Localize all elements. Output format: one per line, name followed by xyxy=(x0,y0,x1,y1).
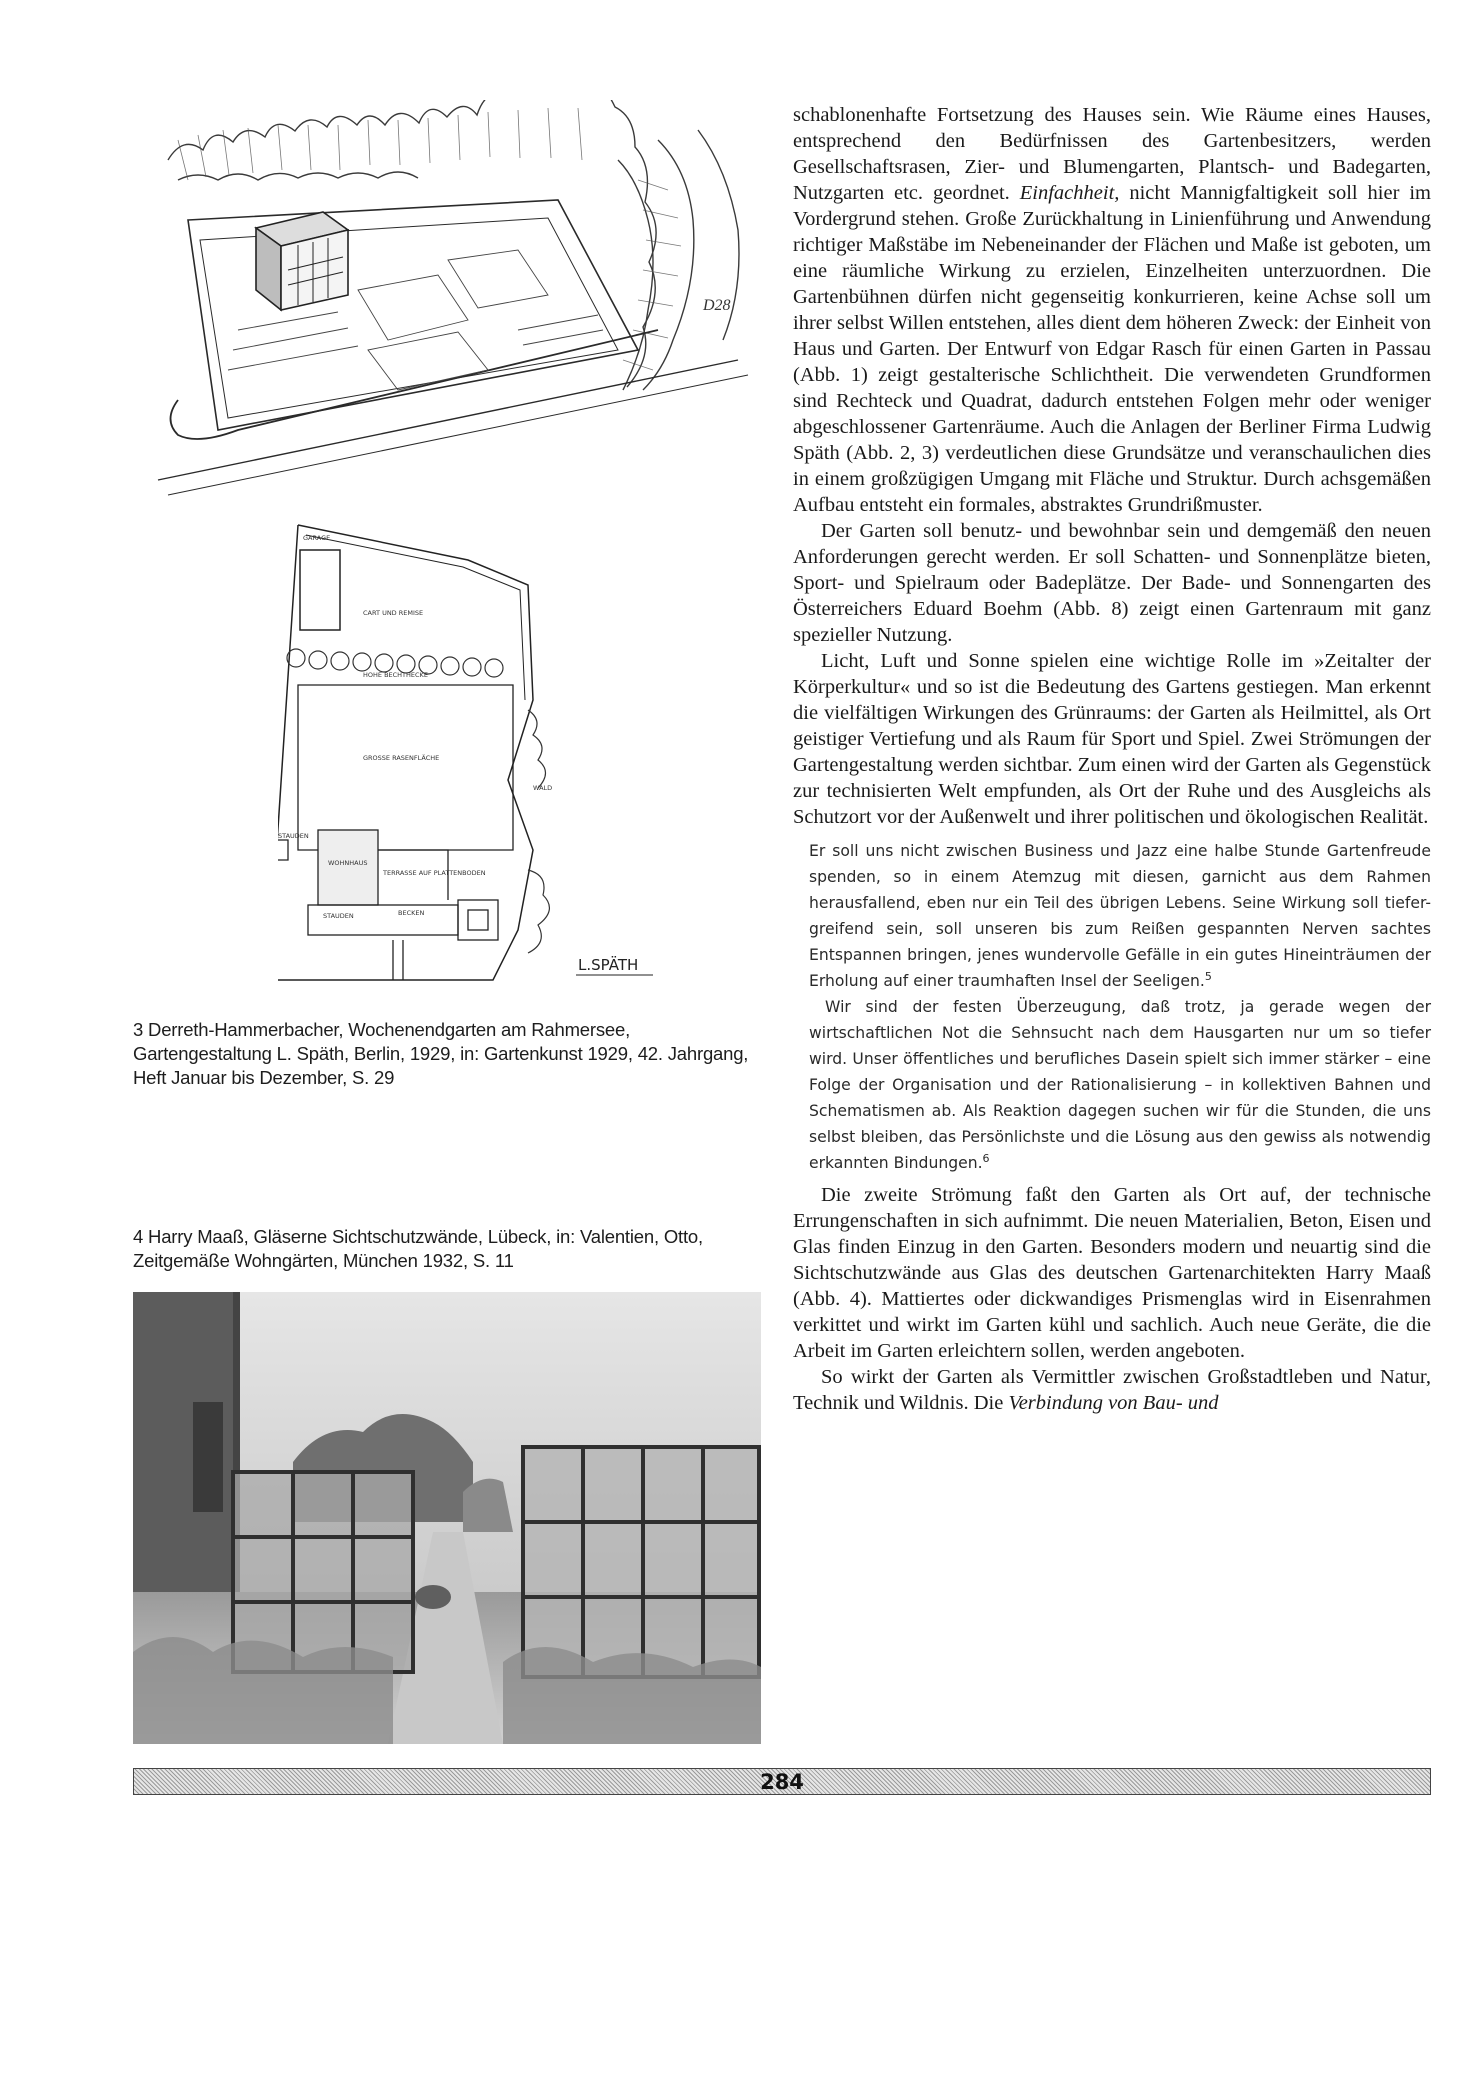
paragraph-5-emphasis: Verbindung von Bau- und xyxy=(1008,1392,1219,1414)
sketch-signature: D28 xyxy=(703,297,731,314)
plan-drawing xyxy=(278,520,658,1005)
paragraph-5-text: So wirkt der Garten als Vermittler zwischen Großstadtleben und Natur, Technik und Wildnis. Die xyxy=(793,1366,1431,1414)
footnote-marker-5: 5 xyxy=(1204,969,1212,983)
paragraph-3: Licht, Luft und Sonne spielen eine wichtige Rolle im »Zeitalter der Körperkultur« und so ist die Bedeutung des Gartens gestiegen. Man erkennt die vielfältigen Wirkungen des Grünraums: der Garten als Heilmittel, als Ort geistiger Vertiefung und als Raum für Sport und Spiel. Zwei Strömungen der Gartengestaltung werden sichtbar. Zum einen wird der Garten als Gegenstück zur technisierten Welt empfunden, als Ort der Ruhe und des Ausgleichs als Schutzort vor der Außenwelt und ihrer politischen und ökologischen Realität. xyxy=(793,650,1431,828)
paragraph-1-text-a: schablonenhafte Fortsetzung des Hauses sein. Wie Räume eines Hauses, entsprechend den Bedürfnissen des Gartenbesitzers, werden Gesellschaftsrasen, Zier- und Blumengarten, Plantsch- und Badegarten, Nutzgarten etc. geordnet. xyxy=(793,104,1431,204)
plan-label-garage: GARAGE xyxy=(303,534,331,542)
block-quotation xyxy=(793,838,1431,1176)
paragraph-4: Die zweite Strömung faßt den Garten als Ort auf, der technische Errungenschaften in sich aufnimmt. Die neuen Materialien, Beton, Eisen und Glas finden Einzug in den Garten. Besonders modern und neuartig sind die Sichtschutzwände aus Glas des deutschen Gartenarchitekten Harry Maaß (Abb. 4). Mattiertes oder dickwandiges Prismenglas wird in Eisenrahmen verkittet und wirkt im Garten kühl und sachlich. Auch neue Geräte, die die Arbeit im Garten erleichtern sollen, werden angeboten. xyxy=(793,1184,1431,1362)
plan-label-house: WOHNHAUS xyxy=(328,859,368,867)
quotation-2-text: Wir sind der festen Überzeugung, daß trotz, ja gerade wegen der wirtschaftlichen Not die Sehnsucht nach dem Hausgarten nur um so tiefer wird. Unser öffentliches und berufliches Dasein spielt sich immer stärker – eine Folge der Organisation und der Rationalisierung – in kollektiven Bahnen und Schematismen ab. Als Reaktion dagegen suchen wir für die Stunden, die uns selbst bleiben, das Persönlichste und die Lösung aus den gewiss als notwendig erkannten Bindungen. xyxy=(809,998,1431,1172)
sketch-drawing xyxy=(138,100,760,516)
quotation-2 xyxy=(809,994,1431,1176)
paragraph-1-emphasis: Einfachheit, xyxy=(1019,182,1120,204)
plan-label-stairs: STAUDEN xyxy=(278,832,309,840)
plan-label-yard: CART UND REMISE xyxy=(363,609,424,617)
figure-4-caption: 4 Harry Maaß, Gläserne Sichtschutzwände, Lübeck, in: Valentien, Otto, Zeitgemäße Wohngärten, München 1932, S. 11 xyxy=(133,1226,703,1271)
main-text-column xyxy=(793,102,1431,1416)
plan-label-wald: WALD xyxy=(533,784,553,792)
plan-label-lawn: GROSSE RASENFLÄCHE xyxy=(363,754,440,762)
footnote-marker-6: 6 xyxy=(982,1151,990,1165)
plan-label-basin: BECKEN xyxy=(398,909,425,917)
plan-label-terrace: TERRASSE AUF PLATTENBODEN xyxy=(383,869,486,877)
quotation-1 xyxy=(809,838,1431,994)
quotation-1-text: Er soll uns nicht zwischen Business und Jazz eine halbe Stunde Gartenfreude spenden, so in einem Atemzug mit diesen, garnicht aus dem Rahmen herausfallend, eben nur ein Teil des übrigen Lebens. Seine Wirkung soll tiefer-greifend sein, soll unseren bis zum Reißen gespannten Nerven sachtes Entspannen bringen, jenes wundervolle Gefälle in ein gutes Hineinträumen der Erholung auf einer traumhaften Insel der Seeligen. xyxy=(809,842,1431,990)
paragraph-5 xyxy=(793,1364,1431,1416)
plan-label-flowers: STAUDEN xyxy=(323,912,354,920)
paragraph-1 xyxy=(793,102,1431,518)
photo-rendering xyxy=(133,1292,761,1744)
footer-bar xyxy=(133,1768,1431,1795)
garden-perspective-sketch xyxy=(138,100,760,516)
garden-site-plan xyxy=(278,520,658,1005)
page-number: 284 xyxy=(760,1770,804,1794)
figure-3-caption: 3 Derreth-Hammerbacher, Wochenendgarten am Rahmersee, Gartengestaltung L. Späth, Berlin, 1929, in: Gartenkunst 1929, 42. Jahrgang, Heft Januar bis Dezember, S. 29 xyxy=(133,1019,749,1088)
plan-label-hedge: HOHE BECHTHECKE xyxy=(363,671,428,679)
glass-screen-walls-photo xyxy=(133,1292,761,1744)
plan-signature: L.SPÄTH xyxy=(578,956,639,974)
paragraph-2: Der Garten soll benutz- und bewohnbar sein und demgemäß den neuen Anforderungen gerecht werden. Er soll Schatten- und Sonnenplätze bieten, Sport- und Spielraum oder Badeplätze. Der Bade- und Sonnengarten des Österreichers Eduard Boehm (Abb. 8) zeigt einen Gartenraum mit ganz spezieller Nutzung. xyxy=(793,520,1431,646)
paragraph-1-text-b: nicht Mannigfaltigkeit soll hier im Vordergrund stehen. Große Zurückhaltung in Linienführung und Anwendung richtiger Maßstäbe im Nebeneinander der Flächen und Maße ist geboten, um eine räumliche Wirkung zu erzielen, Einzelheiten unterzuordnen. Die Gartenbühnen dürfen nicht gegenseitig konkurrieren, keine Achse soll um ihrer selbst Willen entstehen, alles dient dem höheren Zweck: der Einheit von Haus und Garten. Der Entwurf von Edgar Rasch für einen Garten in Passau (Abb. 1) zeigt gestalterische Schlichtheit. Die verwendeten Grundformen sind Rechteck und Quadrat, dadurch entstehen Folgen mehr oder weniger abgeschlossener Gartenräume. Auch die Anlagen der Berliner Firma Ludwig Späth (Abb. 2, 3) verdeutlichen diese Grundsätze und veranschaulichen dies in einem großzügigen Umgang mit Fläche und Struktur. Durch achsgemäßen Aufbau entsteht ein formales, abstraktes Grundrißmuster. xyxy=(793,182,1431,516)
